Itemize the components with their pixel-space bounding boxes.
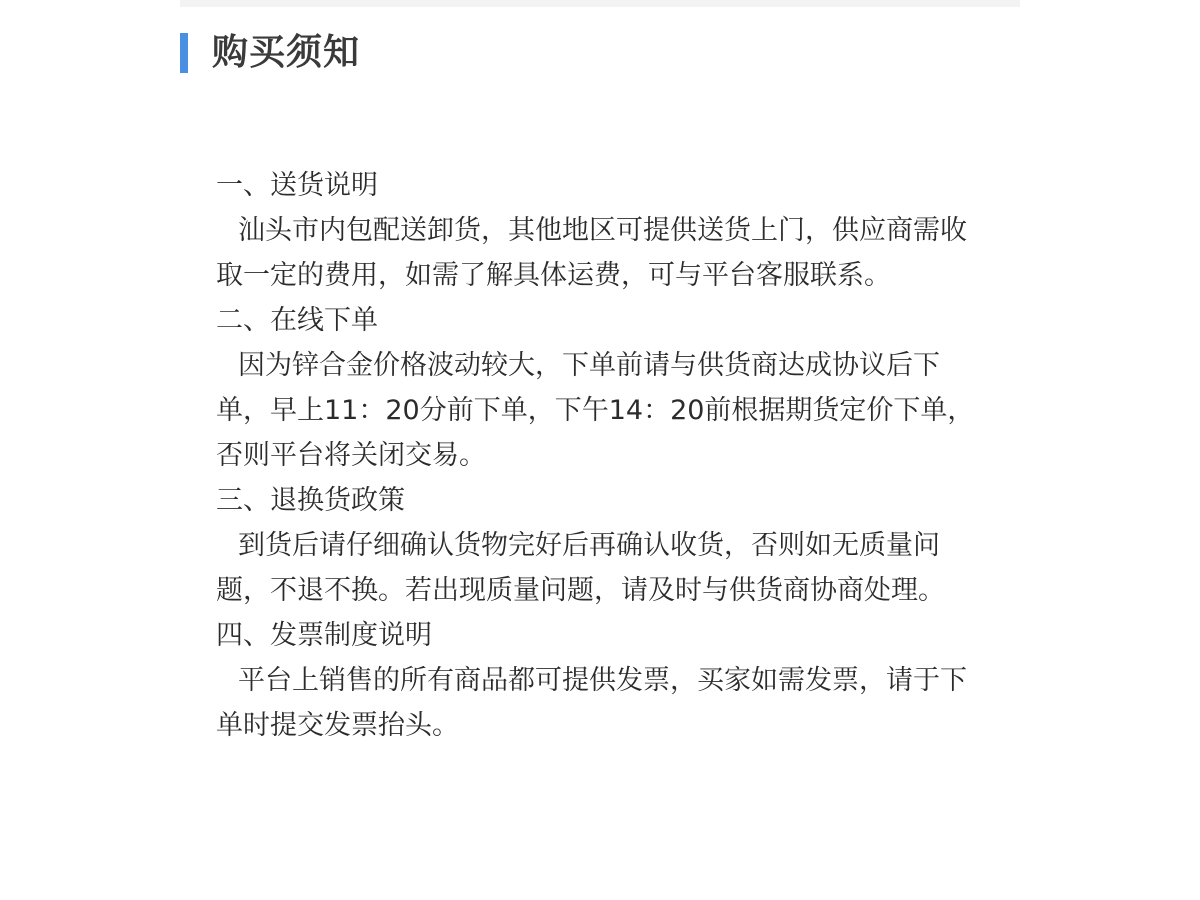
title-accent-bar <box>180 33 188 73</box>
section-heading-invoice: 四、发票制度说明 <box>216 620 432 651</box>
section-heading-delivery: 一、送货说明 <box>216 170 378 201</box>
section-heading-return-policy: 三、退换货政策 <box>216 485 405 516</box>
section-header <box>180 32 360 74</box>
notice-content <box>216 163 986 748</box>
section-heading-online-order: 二、在线下单 <box>216 305 378 336</box>
section-body-invoice: 平台上销售的所有商品都可提供发票，买家如需发票，请于下单时提交发票抬头。 <box>216 665 967 741</box>
section-body-online-order: 因为锌合金价格波动较大，下单前请与供货商达成协议后下单，早上11：20分前下单，下午14：20前根据期货定价下单，否则平台将关闭交易。 <box>216 350 975 471</box>
top-divider-strip <box>180 0 1020 7</box>
section-body-return-policy: 到货后请仔细确认货物完好后再确认收货，否则如无质量问题，不退不换。若出现质量问题，请及时与供货商协商处理。 <box>216 530 945 606</box>
section-body-delivery: 汕头市内包配送卸货，其他地区可提供送货上门，供应商需收取一定的费用，如需了解具体运费，可与平台客服联系。 <box>216 215 967 291</box>
page-title: 购买须知 <box>212 32 361 73</box>
